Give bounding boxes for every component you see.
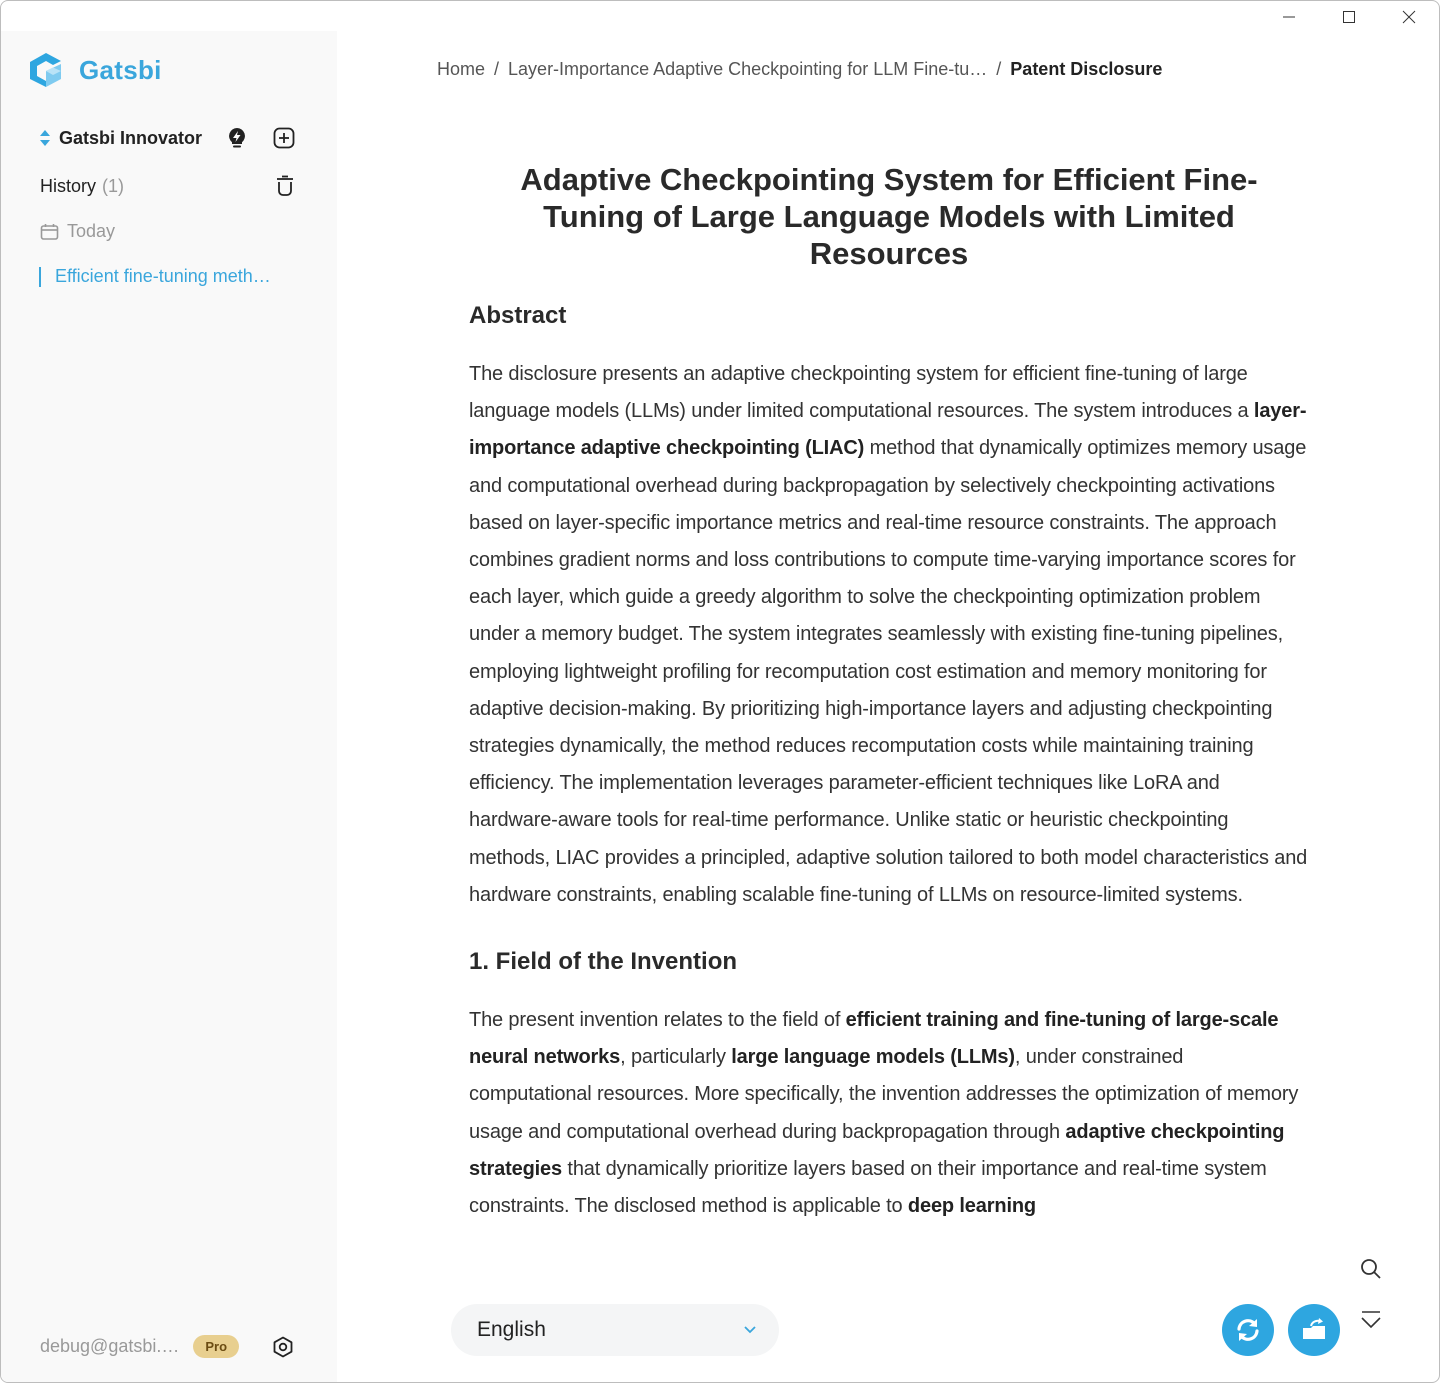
maximize-button[interactable]: [1319, 1, 1379, 33]
ideas-button[interactable]: [227, 127, 247, 149]
sidebar: [1, 31, 337, 1382]
date-group-today: [40, 221, 115, 242]
date-group-label: Today: [67, 221, 116, 241]
field-paragraph: The present invention relates to the field of efficient training and fine-tuning of large-scale neural networks, particularly large language models (LLMs), under constrained computational resources. More specifically, the invention addresses the optimization of memory usage and computational overhead during backpropagation through adaptive checkpointing strategies that dynamically prioritize layers based on their importance and real-time system constraints. The disclosed method is applicable to deep learning: [469, 1009, 1299, 1218]
search-icon: [1359, 1257, 1383, 1281]
abstract-paragraph: The disclosure presents an adaptive checkpointing system for efficient fine-tuning of large language models (LLMs) under limited computational resources. The system introduces a layer-importance adaptive checkpointing (LIAC) method that dynamically optimizes memory usage and computational overhead during backpropagation by selectively checkpointing activations based on layer-specific importance metrics and real-time resource constraints. The approach combines gradient norms and loss contributions to compute time-varying importance scores for each layer, which guide a greedy algorithm to solve the checkpointing optimization problem under a memory budget. The system integrates seamlessly with existing fine-tuning pipelines, employing lightweight profiling for recomputation cost estimation and memory monitoring for adaptive decision-making. By prioritizing high-importance layers and adjusting checkpointing strategies dynamically, the method reduces recomputation costs while maintaining training efficiency. The implementation leverages parameter-efficient techniques like LoRA and hardware-aware tools for real-time performance. Unlike static or heuristic checkpointing methods, LIAC provides a principled, adaptive solution tailored to both model characteristics and hardware constraints, enabling scalable fine-tuning of LLMs on resource-limited systems.: [469, 363, 1308, 906]
breadcrumb-home[interactable]: Home: [437, 59, 486, 79]
workspace-switcher[interactable]: [39, 128, 202, 149]
emphasis-text: deep learning: [907, 1195, 1036, 1218]
window-controls: [1259, 1, 1439, 33]
history-count: (1): [102, 175, 125, 196]
brand[interactable]: [27, 51, 162, 89]
workspace-row: [39, 127, 295, 149]
user-email[interactable]: debug@gatsbi.…: [40, 1336, 180, 1356]
new-chat-button[interactable]: [273, 127, 295, 149]
section-heading-field: 1. Field of the Invention: [469, 948, 738, 976]
export-folder-icon: [1301, 1317, 1327, 1343]
settings-button[interactable]: [272, 1336, 294, 1358]
chevron-down-icon: [743, 1325, 757, 1335]
minimize-button[interactable]: [1259, 1, 1319, 33]
breadcrumb-project[interactable]: Layer-Importance Adaptive Checkpointing for LLM Fine-tu…: [508, 59, 988, 79]
emphasis-text: efficient training and fine-tuning of large-scale neural networks: [469, 1009, 1279, 1069]
add-icon: [273, 127, 295, 149]
clear-history-button[interactable]: [275, 175, 295, 197]
patent-document[interactable]: [469, 161, 1309, 1281]
calendar-icon: [40, 223, 59, 241]
breadcrumb: [437, 59, 1162, 80]
document-title: Adaptive Checkpointing System for Efficient Fine-Tuning of Large Language Models with Limited Resources: [520, 162, 1258, 271]
sort-icon: [39, 129, 51, 147]
trash-icon: [275, 175, 295, 197]
brand-name: Gatsbi: [79, 54, 162, 85]
history-label: History: [40, 175, 97, 196]
close-button[interactable]: [1379, 1, 1439, 33]
emphasis-text: large language models (LLMs): [731, 1046, 1015, 1069]
main-content: [337, 1, 1439, 1382]
gatsbi-logo-icon: [27, 51, 65, 89]
workspace-name: Gatsbi Innovator: [59, 127, 203, 148]
emphasis-text: adaptive checkpointing strategies: [469, 1120, 1285, 1180]
lightbulb-icon: [227, 127, 247, 149]
scroll-to-bottom-icon: [1359, 1309, 1383, 1331]
close-icon: [1402, 10, 1416, 24]
scroll-to-bottom-button[interactable]: [1359, 1309, 1383, 1336]
minimize-icon: [1282, 10, 1296, 24]
export-button[interactable]: [1288, 1304, 1340, 1356]
emphasis-text: layer-importance adaptive checkpointing (LIAC): [469, 400, 1307, 460]
plan-badge: Pro: [193, 1335, 239, 1358]
language-value: English: [477, 1318, 546, 1341]
user-row: [40, 1335, 296, 1358]
history-header: [40, 175, 295, 197]
search-button[interactable]: [1359, 1257, 1383, 1286]
history-item[interactable]: [39, 266, 295, 287]
breadcrumb-separator: /: [494, 59, 500, 79]
history-item-label: Efficient fine-tuning meth…: [55, 266, 271, 286]
section-heading-abstract: Abstract: [469, 302, 567, 329]
refresh-button[interactable]: [1222, 1304, 1274, 1356]
maximize-icon: [1342, 10, 1356, 24]
active-indicator: [39, 267, 41, 287]
breadcrumb-current: Patent Disclosure: [1010, 59, 1163, 79]
breadcrumb-separator: /: [996, 59, 1002, 79]
language-select[interactable]: [451, 1304, 779, 1356]
settings-icon: [272, 1336, 294, 1358]
refresh-icon: [1235, 1317, 1261, 1343]
